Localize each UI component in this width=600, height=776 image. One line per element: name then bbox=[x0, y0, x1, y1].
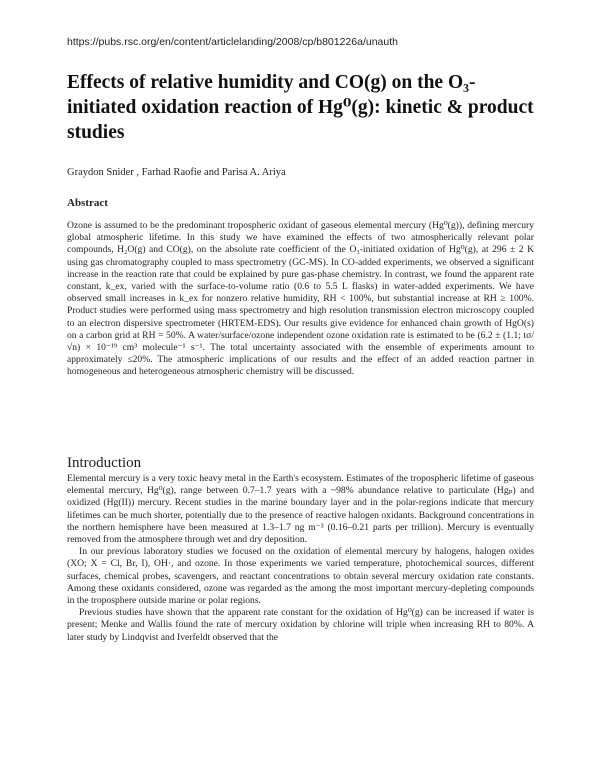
intro-paragraph-2: In our previous laboratory studies we focused on the oxidation of elemental mercury by halogens, halogen oxides (XO; X = Cl, Br, I), OH·, and ozone. In those experiments we varied temperature, photochemical sources, different surfaces, chemical probes, scavengers, and reactant concentrations to obtain several mercury oxidation rate constants. Among these oxidants considered, ozone was regarded as the among the most important mercury-depleting compounds in the troposphere outside marine or polar regions. bbox=[67, 546, 534, 607]
abstract-body bbox=[67, 220, 534, 379]
abstract-text: Ozone is assumed to be the predominant tropospheric oxidant of gaseous elemental mercury (Hg⁰(g)), defining mercury global atmospheric lifetime. In this study we have examined the effects of two atmospherically relevant polar compounds, H₂O(g) and CO(g), on the absolute rate coefficient of the O₃-initiated oxidation of Hg⁰(g), at 296 ± 2 K using gas chromatography coupled to mass spectrometry (GC-MS). In CO-added experiments, we observed a significant increase in the reaction rate that could be explained by pure gas-phase chemistry. In contrast, we found the apparent rate constant, k_ex, varied with the surface-to-volume ratio (0.6 to 5.5 L flasks) in water-added experiments. We have observed small increases in k_ex for nonzero relative humidity, RH < 100%, but substantial increase at RH ≥ 100%. Product studies were performed using mass spectrometry and high resolution transmission electron microscopy coupled to an electron dispersive spectrometer (HRTEM-EDS). Our results give evidence for enhanced chain growth of HgO(s) on a carbon grid at RH = 50%. A water/surface/ozone independent ozone oxidation rate is estimated to be (6.2 ± (1.1; tσ/√n) × 10⁻¹⁹ cm³ molecule⁻¹ s⁻¹. The total uncertainty associated with the ensemble of experiments amount to approximately ≤20%. The atmospheric implications of our results and the effect of an added reaction partner in homogeneous and heterogeneous atmospheric chemistry will be discussed. bbox=[67, 220, 534, 378]
article-title-text: Effects of relative humidity and CO(g) on the O₃-initiated oxidation reaction of Hg⁰(g): kinetic & product studies bbox=[67, 72, 534, 143]
intro-paragraph-3: Previous studies have shown that the apparent rate constant for the oxidation of Hg⁰(g) can be increased if water is present; Menke and Wallis found the rate of mercury oxidation by chlorine will triple when increasing RH to 80%. A later study by Lindqvist and Iverfeldt observed that the bbox=[67, 607, 534, 643]
article-title bbox=[67, 70, 537, 145]
intro-paragraph-1: Elemental mercury is a very toxic heavy metal in the Earth's ecosystem. Estimates of the tropospheric lifetime of gaseous elemental mercury, Hg⁰(g), range between 0.7–1.7 years with a ~98% abundance relative to particulate (Hgₚ) and oxidized (Hg(II)) mercury. Recent studies in the marine boundary layer and in the polar-regions indicate that mercury lifetimes can be much shorter, potentially due to the presence of reactive halogen oxidants. Background concentrations in the northern hemisphere have been measured at 1.3–1.7 ng m⁻³ (0.16–0.21 parts per trillion). Mercury is eventually removed from the atmosphere through wet and dry deposition. bbox=[67, 473, 534, 546]
source-url[interactable]: https://pubs.rsc.org/en/content/articlelanding/2008/cp/b801226a/unauth bbox=[67, 36, 398, 48]
introduction-heading: Introduction bbox=[67, 455, 142, 471]
abstract-heading: Abstract bbox=[67, 197, 108, 209]
author-list: Graydon Snider , Farhad Raofie and Parisa A. Ariya bbox=[67, 167, 286, 178]
introduction-body bbox=[67, 473, 534, 644]
